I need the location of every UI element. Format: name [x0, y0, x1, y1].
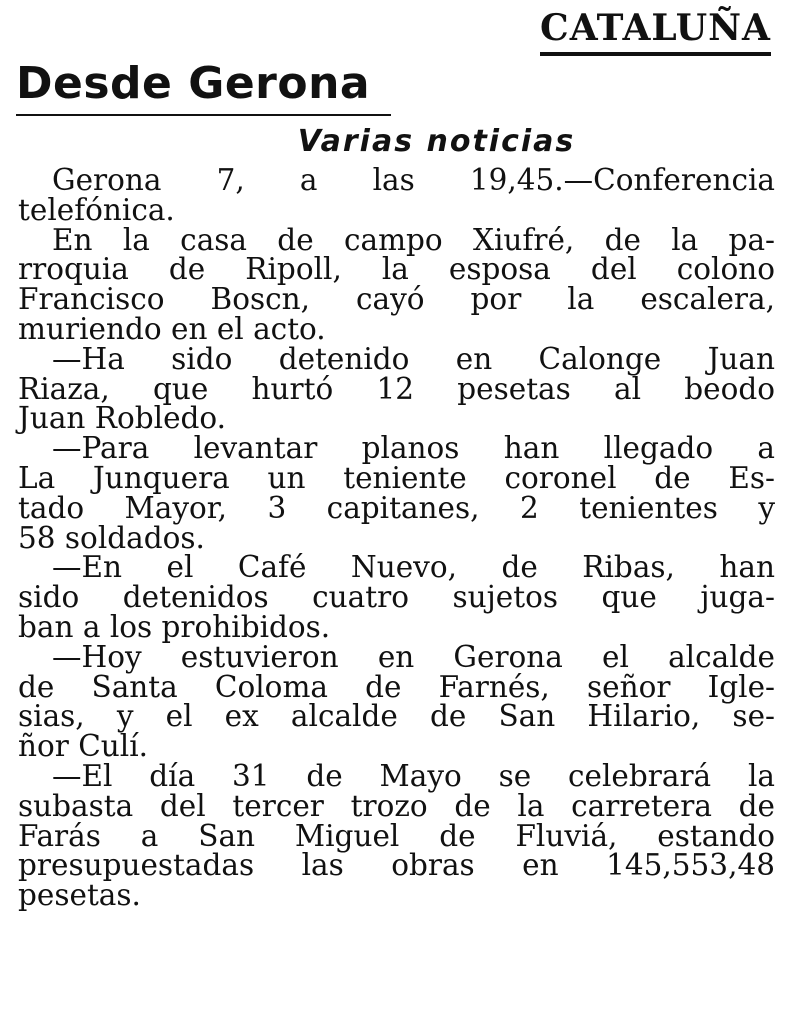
- paragraph: [18, 222, 775, 346]
- text-line: subasta del tercer trozo de la carretera de: [18, 788, 775, 823]
- headline: Desde Gerona: [16, 58, 371, 109]
- text-line: Farás a San Miguel de Fluviá, estando: [18, 818, 775, 853]
- text-line: ñor Culí.: [18, 729, 149, 764]
- text-line: tado Mayor, 3 capitanes, 2 tenientes y: [18, 490, 775, 525]
- text-line: sias, y el ex alcalde de San Hilario, se-: [18, 699, 775, 734]
- text-line: —En el Café Nuevo, de Ribas, han: [52, 550, 775, 585]
- text-line: muriendo en el acto.: [18, 311, 326, 346]
- paragraph: [18, 341, 775, 436]
- article-body: [18, 163, 775, 913]
- paragraph: [18, 758, 775, 913]
- text-line: Gerona 7, a las 19,45.—Conferencia: [52, 163, 775, 197]
- text-line: Riaza, que hurtó 12 pesetas al beodo: [18, 371, 775, 406]
- text-line: telefónica.: [18, 192, 175, 227]
- text-line: —El día 31 de Mayo se celebrará la: [52, 758, 775, 793]
- text-line: —Hoy estuvieron en Gerona el alcalde: [52, 639, 775, 674]
- paragraph: [18, 431, 775, 555]
- text-line: pesetas.: [18, 878, 141, 913]
- section-label: CATALUÑA: [540, 6, 771, 56]
- paragraph: [18, 550, 775, 644]
- text-line: 58 soldados.: [18, 520, 205, 555]
- text-line: presupuestadas las obras en 145,553,48: [18, 848, 775, 883]
- text-line: sido detenidos cuatro sujetos que juga-: [18, 580, 775, 615]
- text-line: rroquia de Ripoll, la esposa del colono: [18, 252, 775, 287]
- text-line: de Santa Coloma de Farnés, señor Igle-: [18, 669, 775, 704]
- text-line: En la casa de campo Xiufré, de la pa-: [52, 222, 775, 257]
- text-line: —Ha sido detenido en Calonge Juan: [52, 341, 775, 376]
- paragraph: [18, 639, 775, 764]
- subheadline: Varias noticias: [297, 124, 576, 159]
- text-line: Francisco Boscn, cayó por la escalera,: [18, 282, 775, 317]
- text-line: ban a los prohibidos.: [18, 609, 331, 644]
- headline-rule: [16, 114, 391, 116]
- text-line: Juan Robledo.: [18, 401, 227, 436]
- text-line: —Para levantar planos han llegado a: [52, 431, 775, 466]
- text-line: La Junquera un teniente coronel de Es-: [18, 460, 775, 495]
- paragraph: [18, 163, 775, 227]
